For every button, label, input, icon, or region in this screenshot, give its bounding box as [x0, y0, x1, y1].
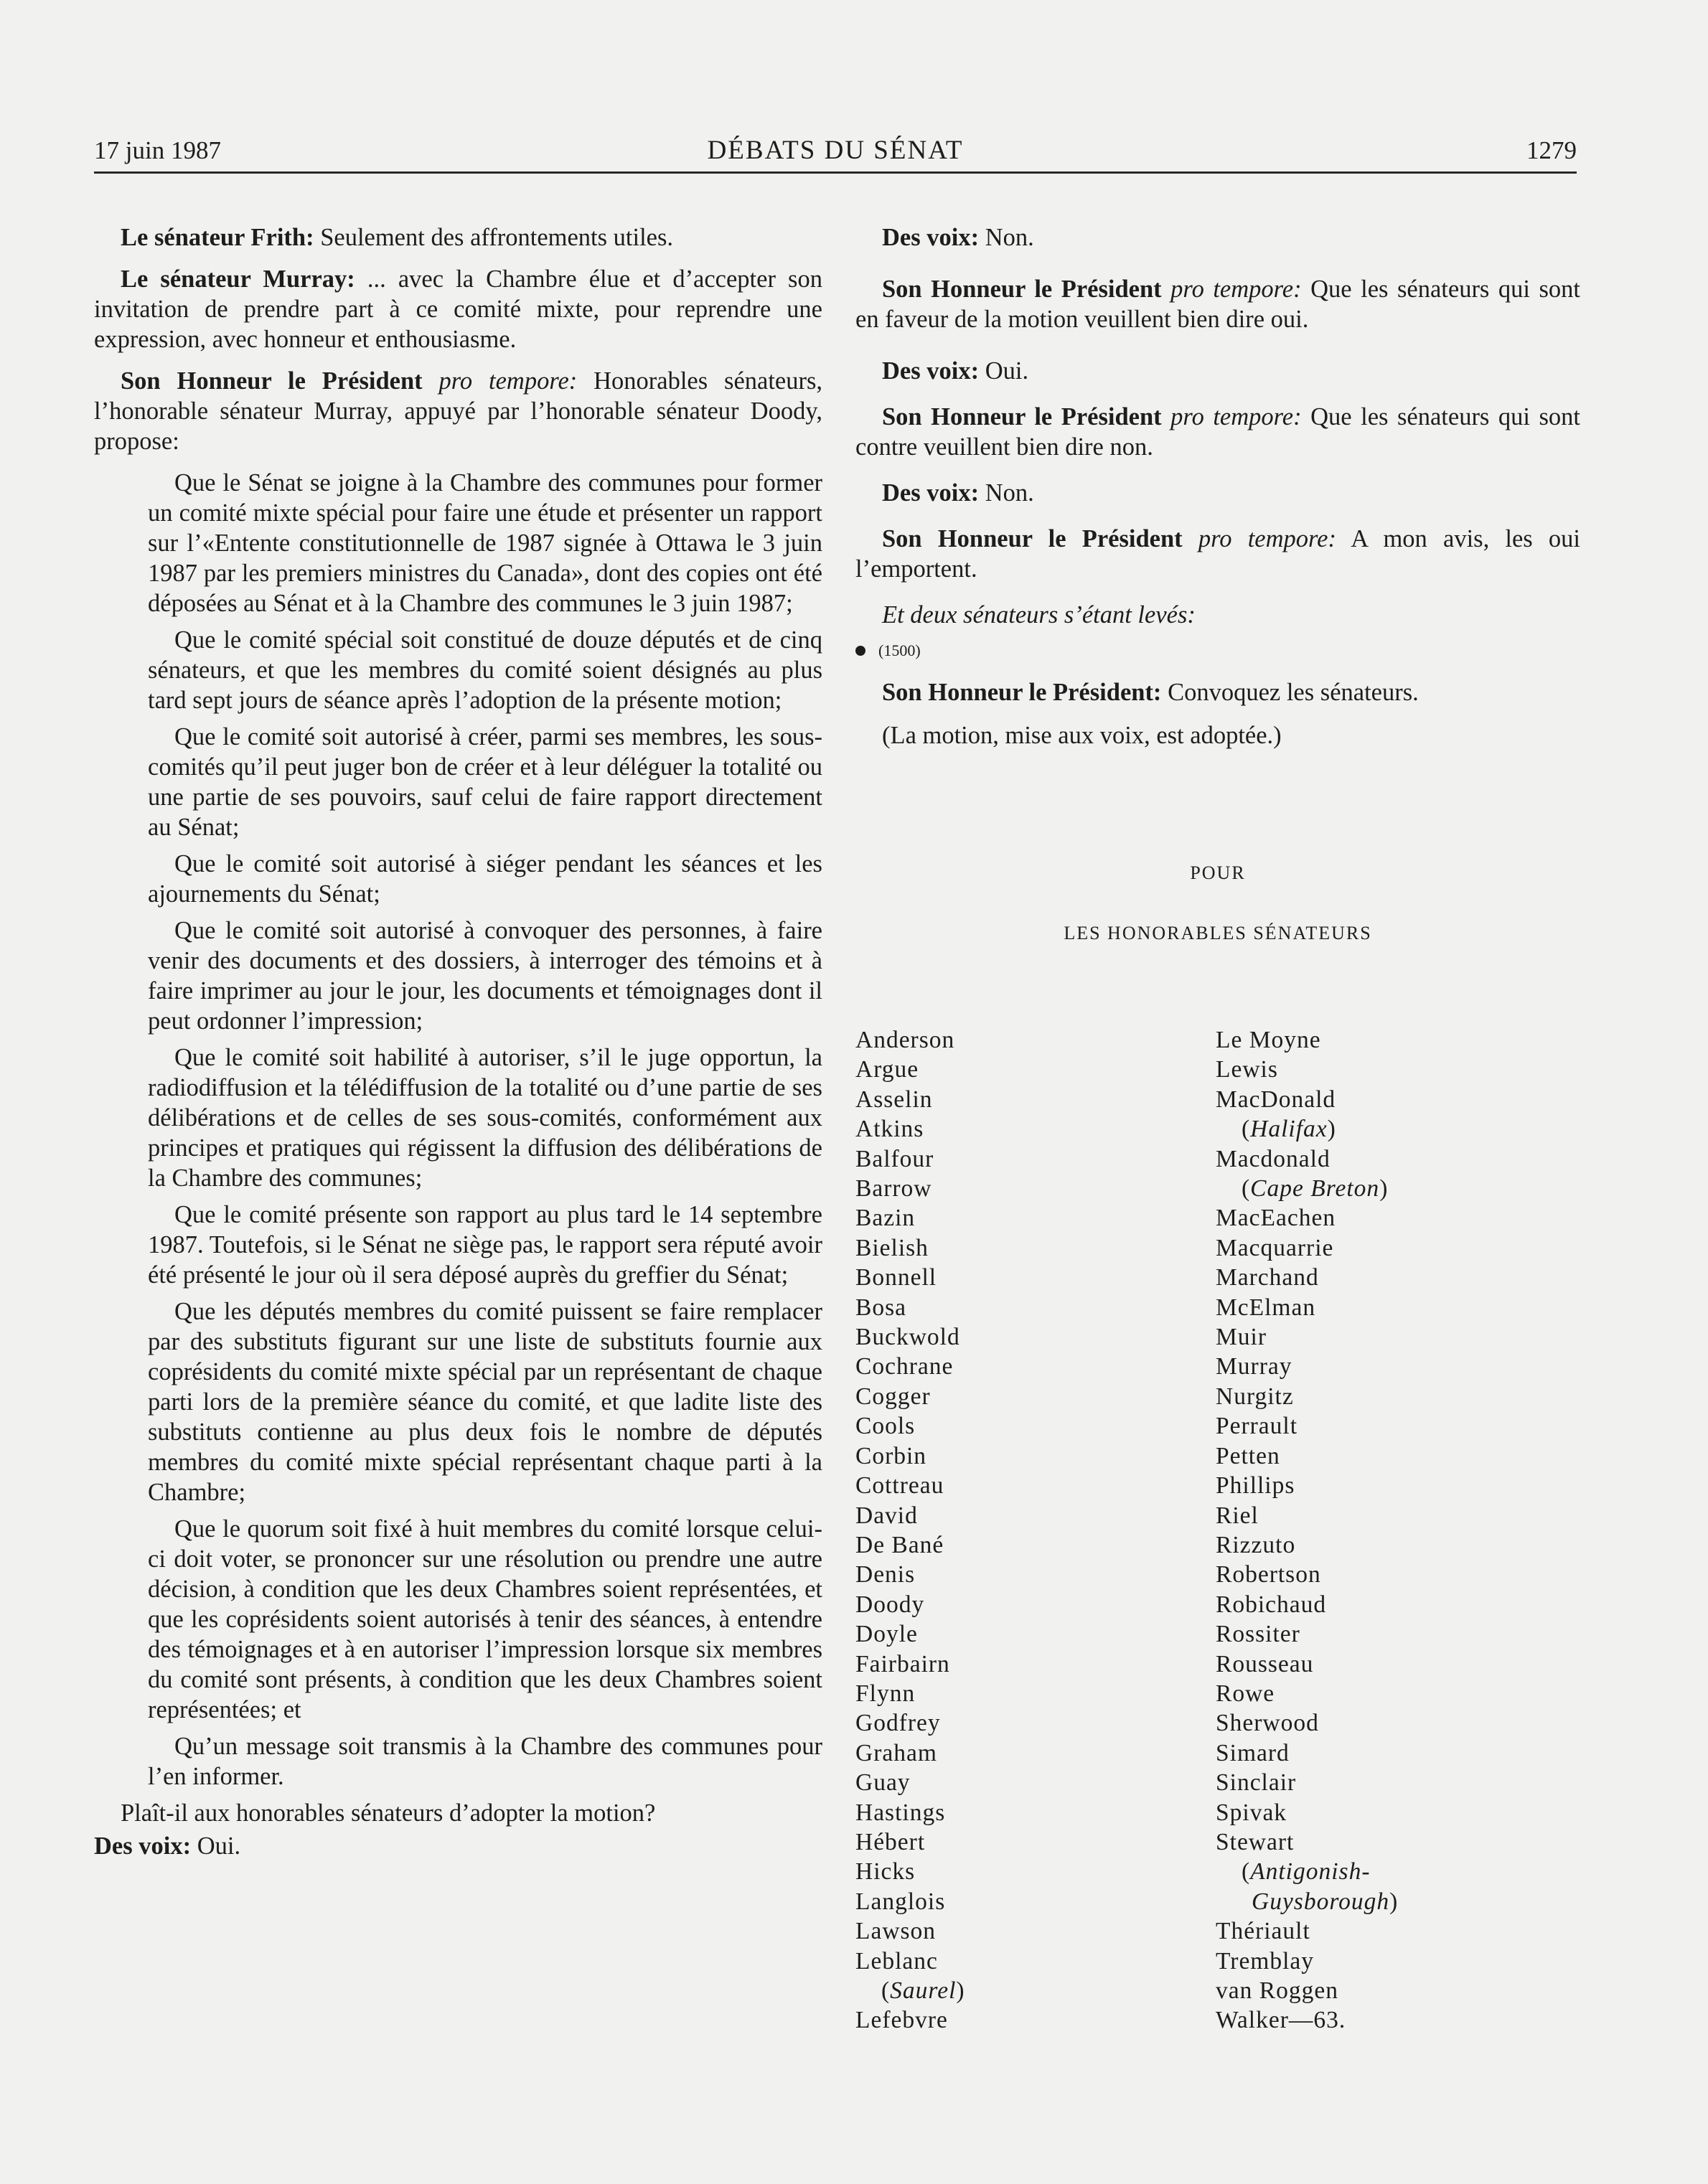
time-marker — [855, 636, 1580, 666]
senator-riding: Guysborough) — [1252, 1888, 1399, 1915]
senator-name: Cogger — [855, 1383, 931, 1410]
senator-name: Lefebvre — [855, 2007, 948, 2034]
senator-name: Rowe — [1216, 1680, 1275, 1707]
question: Plaît-il aux honorables sénateurs d’adopter la motion? — [121, 1799, 656, 1827]
senator-name: MacDonald — [1216, 1086, 1336, 1113]
senator-name: Anderson — [855, 1027, 955, 1053]
senator-name: Doody — [855, 1591, 925, 1618]
senator-name: Graham — [855, 1739, 937, 1766]
senator-name: Robichaud — [1216, 1591, 1327, 1618]
speech: Honorables sénateurs, l’honorable sénateur Murray, appuyé par l’honorable sénateur Doody, propose: — [94, 367, 823, 455]
speaker-qualifier: pro tempore: — [422, 367, 578, 395]
speaker: Des voix: — [882, 224, 980, 251]
motion-clause: Que le comité soit autorisé à créer, parmi ses membres, les sous-comités qu’il peut juger bon de créer et à leur déléguer la totalité ou une partie de ses pouvoirs, sauf celui de faire rapport directement au Sénat; — [148, 723, 822, 841]
senator-name: Thériault — [1216, 1918, 1310, 1945]
speaker: Des voix: — [882, 479, 980, 507]
speech: Oui. — [979, 357, 1029, 385]
senator-name: Perrault — [1216, 1413, 1298, 1440]
motion-clause: Que le comité soit autorisé à siéger pendant les séances et les ajournements du Sénat; — [148, 850, 822, 908]
speaker-qualifier: pro tempore: — [1161, 276, 1302, 303]
senator-riding: (Cape Breton) — [1242, 1175, 1389, 1202]
motion-clause: Que le quorum soit fixé à huit membres du comité lorsque celui-ci doit voter, se prononcer sur une résolution ou prendre une autre décision, à condition que les deux Chambres soient représentées, et que les coprésidents soient autorisés à tenir des séances, à entendre des témoignages et à en autoriser l’impression lorsque six membres du comité sont présents, à condition que les deux Chambres soient représentées; et — [148, 1515, 822, 1723]
senator-name: Marchand — [1216, 1264, 1319, 1291]
speaker-qualifier: pro tempore: — [1182, 525, 1336, 552]
speaker: Son Honneur le Président — [882, 525, 1183, 552]
speech: Non. — [979, 224, 1034, 251]
senator-name: Guay — [855, 1769, 911, 1797]
speech: Non. — [979, 479, 1034, 507]
speaker: Des voix: — [94, 1832, 192, 1860]
timestamp: (1500) — [878, 641, 921, 659]
left-column — [94, 222, 822, 1861]
result-note: (La motion, mise aux voix, est adoptée.) — [882, 722, 1282, 749]
motion-clause: Que les députés membres du comité puissent se faire remplacer par des substituts figurant sur une liste de substituts fournie aux coprésidents du comité mixte spécial par un représentant de chaque parti lors de la première séance du comité, et que ladite liste des substituts contienne au plus deux fois le nombre de députés membres du comité mixte spécial représentant chaque parti à la Chambre; — [148, 1298, 822, 1506]
pour-heading: POUR — [1190, 862, 1246, 883]
speaker: Le sénateur Frith: — [121, 224, 314, 251]
senator-list-col2 — [1216, 1025, 1589, 2035]
senator-name: Riel — [1216, 1502, 1259, 1529]
senator-name: Robertson — [1216, 1561, 1321, 1588]
senator-name: Simard — [1216, 1739, 1290, 1766]
senator-name: Godfrey — [855, 1710, 941, 1737]
speaker: Son Honneur le Président — [882, 403, 1162, 430]
senator-name: Sinclair — [1216, 1769, 1297, 1797]
senator-name: Bielish — [855, 1234, 929, 1261]
senator-name: Rossiter — [1216, 1621, 1300, 1648]
senator-name: Petten — [1216, 1442, 1280, 1469]
riding-name: Saurel — [890, 1977, 957, 2004]
senator-name: Cottreau — [855, 1472, 944, 1500]
speaker: Le sénateur Murray: — [121, 265, 355, 293]
speech: Que les sénateurs qui sont en faveur de la motion veuillent bien dire oui. — [855, 276, 1581, 333]
header-title: DÉBATS DU SÉNAT — [707, 136, 964, 165]
paragraph — [855, 524, 1580, 584]
senator-name: Bonnell — [855, 1264, 937, 1291]
senator-name: Bazin — [855, 1205, 916, 1232]
senator-name: Muir — [1216, 1324, 1267, 1351]
stage-direction: Et deux sénateurs s’étant levés: — [882, 601, 1196, 629]
header-date: 17 juin 1987 — [94, 136, 221, 164]
riding-name: Cape Breton — [1250, 1175, 1380, 1202]
speaker: Son Honneur le Président — [882, 276, 1162, 303]
paragraph — [855, 677, 1580, 707]
senator-name: Phillips — [1216, 1472, 1295, 1500]
senator-riding: (Saurel) — [881, 1977, 965, 2004]
senator-name: Barrow — [855, 1175, 932, 1202]
senator-name: Langlois — [855, 1888, 946, 1915]
senator-name: Buckwold — [855, 1324, 960, 1351]
speaker-qualifier: pro tempore: — [1161, 403, 1302, 430]
speech: A mon avis, les oui l’emportent. — [855, 525, 1581, 583]
senator-name: Macquarrie — [1216, 1234, 1334, 1261]
paragraph — [855, 402, 1580, 462]
senator-name: van Roggen — [1216, 1977, 1338, 2004]
senators-heading: LES HONORABLES SÉNATEURS — [1064, 923, 1372, 943]
senator-name: Stewart — [1216, 1828, 1295, 1855]
senator-name: Nurgitz — [1216, 1383, 1294, 1410]
senator-name: Sherwood — [1216, 1710, 1319, 1737]
senator-name: Bosa — [855, 1294, 906, 1321]
page-number: 1279 — [1526, 136, 1577, 164]
senator-riding: (Antigonish- — [1242, 1858, 1371, 1886]
senator-name: Walker—63. — [1216, 2007, 1346, 2034]
paragraph — [94, 264, 822, 354]
right-column — [855, 222, 1580, 949]
speaker: Son Honneur le Président — [121, 367, 423, 395]
motion-clause: Que le comité soit autorisé à convoquer des personnes, à faire venir des documents et des dossiers, à interroger des témoins et à faire imprimer au jour le jour, les documents et témoignages dont il peut ordonner l’impression; — [148, 917, 822, 1035]
motion-clause: Que le comité spécial soit constitué de douze députés et de cinq sénateurs, et que les membres du comité soient désignés au plus tard sept jours de séance après l’adoption de la présente motion; — [148, 626, 822, 714]
motion-clause: Qu’un message soit transmis à la Chambre des communes pour l’en informer. — [148, 1733, 822, 1790]
senator-name: Rousseau — [1216, 1650, 1314, 1677]
senator-name: Cools — [855, 1413, 916, 1440]
senator-name: David — [855, 1502, 918, 1529]
senator-name: Lawson — [855, 1918, 937, 1945]
senator-name: Doyle — [855, 1621, 918, 1648]
riding-name: Guysborough — [1252, 1888, 1390, 1915]
senator-name: Fairbairn — [855, 1650, 950, 1677]
speech: Seulement des affrontements utiles. — [314, 224, 674, 251]
page-header — [94, 136, 1577, 174]
senator-name: Murray — [1216, 1353, 1292, 1380]
paragraph — [94, 222, 822, 253]
senator-name: De Bané — [855, 1531, 944, 1558]
speech: ... avec la Chambre élue et d’accepter son invitation de prendre part à ce comité mixte, pour reprendre une expression, avec honneur et enthousiasme. — [94, 265, 822, 353]
paragraph — [855, 222, 1580, 253]
senator-riding: (Halifax) — [1242, 1116, 1336, 1143]
speech: Que les sénateurs qui sont contre veuillent bien dire non. — [855, 403, 1581, 461]
senator-name: Hébert — [855, 1828, 926, 1855]
senator-name: Cochrane — [855, 1353, 954, 1380]
paragraph — [855, 478, 1580, 508]
senator-name: Argue — [855, 1056, 919, 1083]
speech: Oui. — [191, 1832, 241, 1860]
speaker: Son Honneur le Président: — [882, 679, 1162, 706]
riding-name: Halifax — [1250, 1116, 1328, 1143]
speech: Convoquez les sénateurs. — [1161, 679, 1419, 706]
paragraph — [94, 1831, 822, 1861]
senator-name: Le Moyne — [1216, 1027, 1321, 1053]
header-rule — [94, 171, 1577, 174]
senator-name: Spivak — [1216, 1799, 1287, 1826]
senator-name: Balfour — [855, 1145, 934, 1172]
paragraph — [855, 274, 1580, 334]
senator-name: Lewis — [1216, 1056, 1278, 1083]
senator-list-col1 — [855, 1025, 1200, 2035]
riding-name: Antigonish- — [1250, 1858, 1371, 1886]
speaker: Des voix: — [882, 357, 980, 385]
senator-name: Rizzuto — [1216, 1531, 1296, 1558]
senator-name: Hicks — [855, 1858, 916, 1886]
senator-name: Denis — [855, 1561, 916, 1588]
senator-name: Asselin — [855, 1086, 933, 1113]
motion-clause: Que le comité présente son rapport au plus tard le 14 septembre 1987. Toutefois, si le Sénat ne siège pas, le rapport sera réputé avoir été présenté le jour où il sera déposé auprès du greffier du Sénat; — [148, 1201, 822, 1289]
motion-clause: Que le Sénat se joigne à la Chambre des communes pour former un comité mixte spécial pour faire une étude et présenter un rapport sur l’«Entente constitutionnelle de 1987 signée à Ottawa le 3 juin 1987 par les premiers ministres du Canada», dont des copies ont été déposées au Sénat et à la Chambre des communes le 3 juin 1987; — [148, 469, 822, 617]
senator-name: Atkins — [855, 1116, 924, 1143]
senator-name: Corbin — [855, 1442, 927, 1469]
senator-name: Flynn — [855, 1680, 916, 1707]
motion-clause: Que le comité soit habilité à autoriser, s’il le juge opportun, la radiodiffusion et la télédiffusion de la totalité ou d’une partie de ses délibérations et de celles de ses sous-comités, conformément aux principes et pratiques qui régissent la diffusion des délibérations de la Chambre des communes; — [148, 1044, 822, 1192]
senator-name: Macdonald — [1216, 1145, 1331, 1172]
senator-name: MacEachen — [1216, 1205, 1336, 1232]
paragraph — [855, 356, 1580, 386]
senator-name: Leblanc — [855, 1947, 938, 1974]
paragraph — [94, 366, 822, 456]
bullet-icon — [855, 646, 865, 656]
senator-name: Hastings — [855, 1799, 946, 1826]
senator-name: McElman — [1216, 1294, 1316, 1321]
senator-name: Tremblay — [1216, 1947, 1315, 1974]
